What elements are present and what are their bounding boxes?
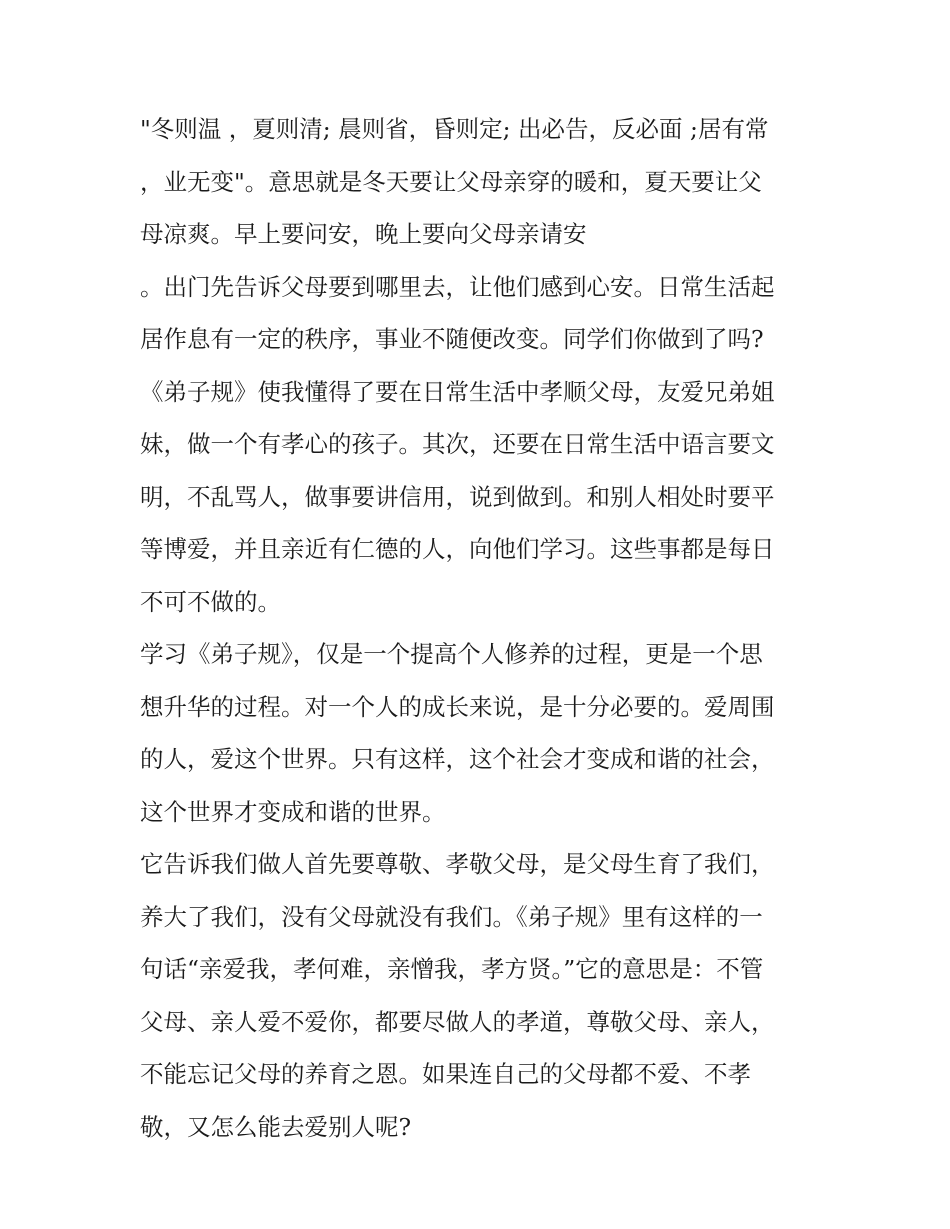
text-line: 妹，做一个有孝心的孩子。其次，还要在日常生活中语言要文 — [140, 430, 775, 458]
text-line: 想升华的过程。对一个人的成长来说，是十分必要的。爱周围 — [140, 693, 775, 721]
text-line: 居作息有一定的秩序，事业不随便改变。同学们你做到了吗? — [140, 325, 764, 353]
text-line: "冬则温 ，夏则清; 晨则省，昏则定; 出必告，反必面 ;居有常 — [140, 115, 769, 143]
text-line: 养大了我们，没有父母就没有我们。《弟子规》里有这样的一 — [140, 903, 763, 931]
text-line: 句话“亲爱我，孝何难，亲憎我，孝方贤。”它的意思是：不管 — [140, 955, 764, 983]
text-line: ，业无变"。意思就是冬天要让父母亲穿的暖和，夏天要让父 — [140, 168, 762, 196]
text-line: 的人，爱这个世界。只有这样，这个社会才变成和谐的社会， — [140, 745, 775, 773]
text-line: 这个世界才变成和谐的世界。 — [140, 798, 446, 826]
text-line: 父母、亲人爱不爱你，都要尽做人的孝道，尊敬父母、亲人， — [140, 1008, 775, 1036]
text-line: 。出门先告诉父母要到哪里去，让他们感到心安。日常生活起 — [140, 273, 775, 301]
text-line: 它告诉我们做人首先要尊敬、孝敬父母，是父母生育了我们， — [140, 850, 775, 878]
text-line: 等博爱，并且亲近有仁德的人，向他们学习。这些事都是每日 — [140, 535, 775, 563]
text-line: 学习《弟子规》，仅是一个提高个人修养的过程，更是一个思 — [140, 640, 763, 668]
text-line: 母凉爽。早上要问安，晚上要向父母亲请安 — [140, 220, 587, 248]
text-line: 不能忘记父母的养育之恩。如果连自己的父母都不爱、不孝 — [140, 1060, 751, 1088]
text-line: 明，不乱骂人，做事要讲信用，说到做到。和别人相处时要平 — [140, 483, 775, 511]
text-line: 不可不做的。 — [140, 588, 281, 616]
text-line: 《弟子规》使我懂得了要在日常生活中孝顺父母，友爱兄弟姐 — [140, 378, 775, 406]
text-line: 敬，又怎么能去爱别人呢? — [140, 1113, 412, 1141]
